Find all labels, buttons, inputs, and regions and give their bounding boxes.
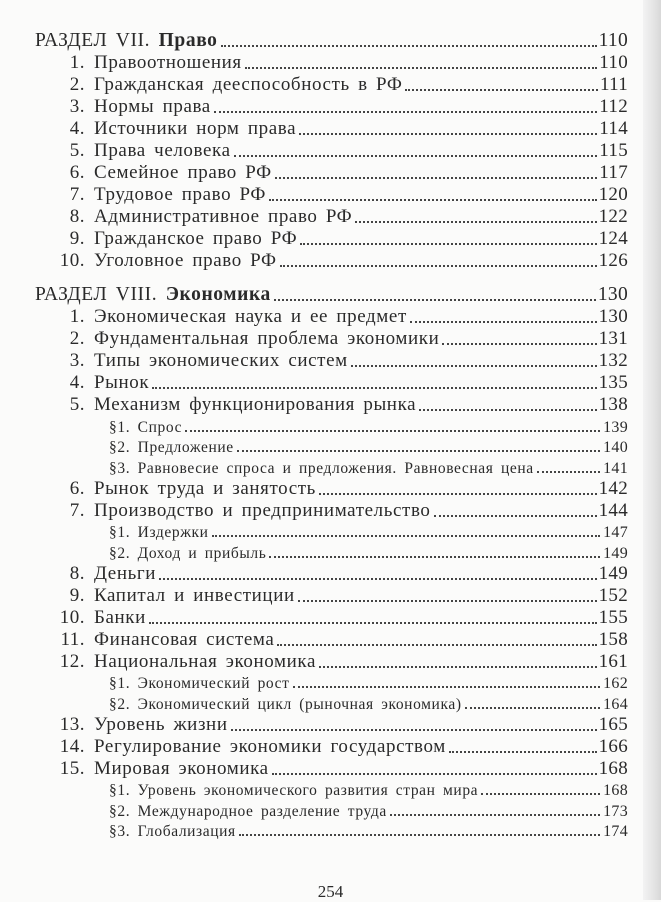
page-ref: 122 [598,206,628,227]
dot-leader [390,814,600,816]
entry-title: Гражданское право РФ [94,228,298,249]
page-edge-shadow [643,0,661,900]
page-ref: 120 [598,184,628,205]
dot-leader [212,535,600,537]
page-ref: 130 [598,306,628,327]
dot-leader [245,67,598,69]
page-ref: 144 [598,499,628,521]
toc-entry [35,162,628,184]
section-name: Экономика [165,284,271,305]
subentry-title: §2. Предложение [109,439,234,456]
entry-title: Типы экономических систем [94,350,348,371]
toc-section-heading [35,284,628,306]
toc-entry [35,306,628,328]
dot-leader [239,834,600,836]
entry-title: Семейное право РФ [94,162,272,183]
entry-title: Правоотношения [94,52,242,73]
dot-leader [537,471,600,473]
entry-title: Регулирование экономики государством [94,735,446,757]
toc-entry [35,184,628,206]
entry-number: 9. [69,584,85,606]
entry-title: Фундаментальная проблема экономики [94,328,440,349]
toc-entry [35,585,628,607]
dot-leader [299,133,597,135]
dot-leader [231,729,597,731]
dot-leader [214,111,597,113]
dot-leader [269,199,597,201]
subentry-title: §3. Глобализация [109,823,236,840]
entry-number: 4. [69,372,85,393]
entry-title: Капитал и инвестиции [94,584,295,606]
entry-title: Экономическая наука и ее предмет [94,306,407,327]
page-ref: 135 [598,372,628,393]
entry-title: Финансовая система [94,628,275,650]
dot-leader [319,493,597,495]
entry-title: Механизм функционирования рынка [94,394,417,415]
page-ref: 138 [598,394,628,415]
page-ref: 111 [600,74,628,95]
entry-number: 6. [69,162,85,183]
subentry-title: §2. Экономический цикл (рыночная экономика) [109,695,462,713]
toc-entry [35,228,628,250]
toc-subentry [35,800,628,821]
subentry-title: §1. Уровень экономического развития стран мира [109,782,479,799]
entry-number: 13. [59,713,85,735]
dot-leader [419,409,596,411]
dot-leader [405,89,598,91]
entry-title: Производство и предпринимательство [94,499,431,521]
section-label: РАЗДЕЛ VII. [35,30,151,51]
toc-subentry [35,542,628,563]
page-ref: 110 [599,52,628,73]
entry-title: Уровень жизни [94,713,228,735]
toc-section-heading [35,30,628,52]
toc-subentry [35,437,628,458]
page-ref: 168 [598,757,628,779]
page-ref: 149 [603,544,628,562]
page-ref: 147 [603,524,628,541]
entry-number: 5. [69,394,85,415]
entry-number: 3. [69,96,85,117]
entry-number: 9. [69,228,85,249]
toc-entry [35,140,628,162]
toc-entry [35,350,628,372]
page-number: 254 [317,882,344,901]
dot-leader [410,321,597,323]
toc-entry [35,629,628,651]
dot-leader [449,751,597,753]
dot-leader [185,430,600,432]
toc-entry [35,328,628,350]
page-ref: 131 [598,328,628,349]
page-ref: 124 [598,228,628,249]
page-ref: 149 [598,562,628,584]
page-ref: 114 [599,118,628,139]
page-ref: 132 [598,350,628,371]
dot-leader [300,243,596,245]
entry-number: 2. [69,74,85,95]
entry-number: 2. [69,328,85,349]
entry-number: 11. [60,628,85,650]
toc-subentry [35,821,628,842]
entry-title: Банки [94,606,146,628]
toc-entry [35,758,628,780]
dot-leader [434,515,597,517]
dot-leader [159,578,597,580]
subentry-title: §2. Международное разделение труда [109,802,387,820]
entry-number: 8. [69,562,85,584]
page-ref: 112 [599,96,628,117]
toc-entry [35,96,628,118]
toc-entry [35,74,628,96]
subentry-title: §1. Спрос [109,418,183,436]
section-name: Право [158,30,218,51]
dot-leader [298,600,597,602]
toc-subentry [35,693,628,714]
section-title [35,284,271,306]
entry-title: Права человека [94,140,231,161]
toc-entry [35,206,628,228]
entry-title: Нормы права [94,96,211,117]
page-ref: 126 [598,250,628,271]
entry-number: 1. [69,306,85,327]
entry-number: 5. [69,140,85,161]
entry-number: 3. [69,350,85,371]
dot-leader [465,707,600,709]
toc-entry [35,250,628,272]
entry-title: Национальная экономика [94,650,316,672]
toc-subentry [35,673,628,694]
toc-entry [35,394,628,416]
entry-number: 4. [69,118,85,139]
page-ref: 168 [603,782,628,799]
toc-entry [35,714,628,736]
subentry-title: §1. Издержки [109,524,209,541]
dot-leader [351,365,597,367]
entry-number: 15. [59,757,85,779]
page-ref: 173 [603,802,628,820]
dot-leader [234,155,598,157]
page-ref: 166 [598,735,628,757]
dot-leader [149,622,597,624]
subentry-title: §1. Экономический рост [109,675,290,692]
page-ref: 162 [603,675,628,692]
page-ref: 164 [603,695,628,713]
dot-leader [221,45,597,47]
section-title [35,30,218,52]
entry-title: Административное право РФ [94,206,353,227]
dot-leader [277,644,596,646]
table-of-contents [35,30,628,841]
toc-subentry [35,457,628,478]
page-ref: 117 [599,162,628,183]
entry-number: 7. [69,499,85,521]
toc-entry [35,372,628,394]
entry-title: Уголовное право РФ [94,250,277,271]
toc-subentry [35,780,628,801]
dot-leader [272,773,597,775]
page-ref: 165 [598,713,628,735]
entry-title: Рынок труда и занятость [94,477,316,499]
subentry-title: §2. Доход и прибыль [109,544,267,562]
entry-number: 8. [69,206,85,227]
dot-leader [442,343,596,345]
page-ref: 152 [598,584,628,606]
toc-subentry [35,416,628,437]
entry-title: Мировая экономика [94,757,269,779]
page-ref: 142 [598,477,628,499]
dot-leader [481,793,600,795]
entry-number: 6. [69,477,85,499]
page-ref: 115 [599,140,628,161]
dot-leader [152,387,596,389]
dot-leader [269,556,600,558]
entry-title: Источники норм права [94,118,297,139]
entry-number: 10. [59,250,85,271]
entry-number: 12. [59,650,85,672]
entry-number: 7. [69,184,85,205]
page-ref: 158 [598,628,628,650]
subentry-title: §3. Равновесие спроса и предложения. Равновесная цена [109,459,534,477]
entry-title: Рынок [94,372,150,393]
page-ref: 110 [598,30,628,51]
dot-leader [280,265,597,267]
toc-entry [35,478,628,500]
dot-leader [274,299,596,301]
page-ref: 161 [598,650,628,672]
entry-title: Гражданская дееспособность в РФ [94,74,403,95]
entry-title: Деньги [94,562,157,584]
toc-entry [35,563,628,585]
entry-number: 1. [69,52,85,73]
toc-entry [35,651,628,673]
page-ref: 174 [603,823,628,840]
toc-entry [35,736,628,758]
entry-number: 14. [59,735,85,757]
dot-leader [237,450,600,452]
toc-entry [35,118,628,140]
dot-leader [275,177,598,179]
dot-leader [355,221,596,223]
entry-number: 10. [59,606,85,628]
page-ref: 130 [597,284,628,305]
toc-entry [35,607,628,629]
dot-leader [293,686,600,688]
page-ref: 139 [603,418,628,436]
entry-title: Трудовое право РФ [94,184,267,205]
dot-leader [319,666,597,668]
page-ref: 141 [603,459,628,477]
section-label: РАЗДЕЛ VIII. [35,284,158,305]
toc-entry [35,52,628,74]
page-ref: 155 [598,606,628,628]
toc-entry [35,500,628,522]
page-ref: 140 [603,439,628,456]
toc-subentry [35,522,628,543]
